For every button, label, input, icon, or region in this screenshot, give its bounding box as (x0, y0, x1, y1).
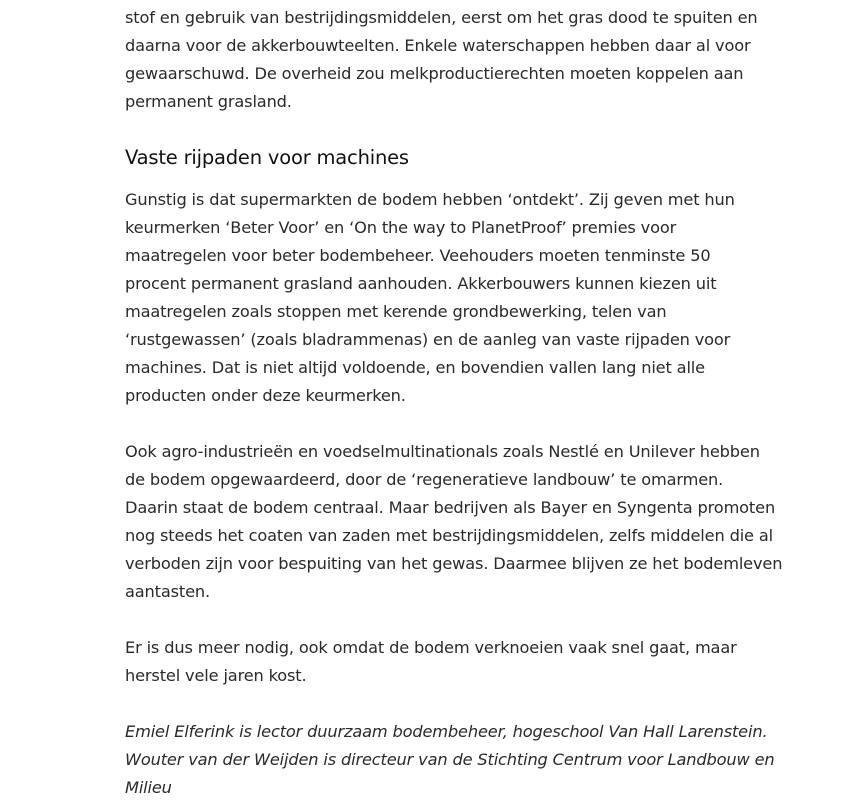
text-line: machines. Dat is niet altijd voldoende, en bovendien vallen lang niet alle (125, 358, 705, 377)
text-line: gewaarschuwd. De overheid zou melkproductierechten moeten koppelen aan (125, 64, 744, 83)
text-line: Ook agro-industrieën en voedselmultinationals zoals Nestlé en Unilever hebben (125, 442, 760, 461)
text-line: producten onder deze keurmerken. (125, 386, 406, 405)
paragraph-conclusion (125, 634, 775, 690)
intro-paragraph (125, 4, 775, 116)
text-line: Gunstig is dat supermarkten de bodem hebben ‘ontdekt’. Zij geven met hun (125, 190, 735, 209)
text-line: aantasten. (125, 582, 211, 601)
text-line: Wouter van der Weijden is directeur van de Stichting Centrum voor Landbouw en (125, 750, 775, 769)
text-line: stof en gebruik van bestrijdingsmiddelen, eerst om het gras dood te spuiten en (125, 8, 758, 27)
text-line: procent permanent grasland aanhouden. Akkerbouwers kunnen kiezen uit (125, 274, 717, 293)
text-line: Emiel Elferink is lector duurzaam bodembeheer, hogeschool Van Hall Larenstein. (125, 722, 768, 741)
paragraph-supermarkets (125, 186, 775, 410)
text-line: maatregelen zoals stoppen met kerende grondbewerking, telen van (125, 302, 667, 321)
text-line: permanent grasland. (125, 92, 292, 111)
text-line: herstel vele jaren kost. (125, 666, 307, 685)
text-line: ‘rustgewassen’ (zoals bladrammenas) en de aanleg van vaste rijpaden voor (125, 330, 731, 349)
article-body (125, 4, 783, 802)
text-line: Er is dus meer nodig, ook omdat de bodem verknoeien vaak snel gaat, maar (125, 638, 737, 657)
text-line: Daarin staat de bodem centraal. Maar bedrijven als Bayer en Syngenta promoten (125, 498, 776, 517)
text-line: keurmerken ‘Beter Voor’ en ‘On the way to PlanetProof’ premies voor (125, 218, 677, 237)
text-line: nog steeds het coaten van zaden met bestrijdingsmiddelen, zelfs middelen die al (125, 526, 773, 545)
author-credit (125, 718, 775, 802)
text-line: verboden zijn voor bespuiting van het gewas. Daarmee blijven ze het bodemleven (125, 554, 783, 573)
section-heading: Vaste rijpaden voor machines (125, 146, 409, 169)
paragraph-agro-industry (125, 438, 783, 606)
text-line: Milieu (125, 778, 172, 797)
text-line: de bodem opgewaardeerd, door de ‘regeneratieve landbouw’ te omarmen. (125, 470, 724, 489)
text-line: maatregelen voor beter bodembeheer. Veehouders moeten tenminste 50 (125, 246, 711, 265)
text-line: daarna voor de akkerbouwteelten. Enkele waterschappen hebben daar al voor (125, 36, 751, 55)
